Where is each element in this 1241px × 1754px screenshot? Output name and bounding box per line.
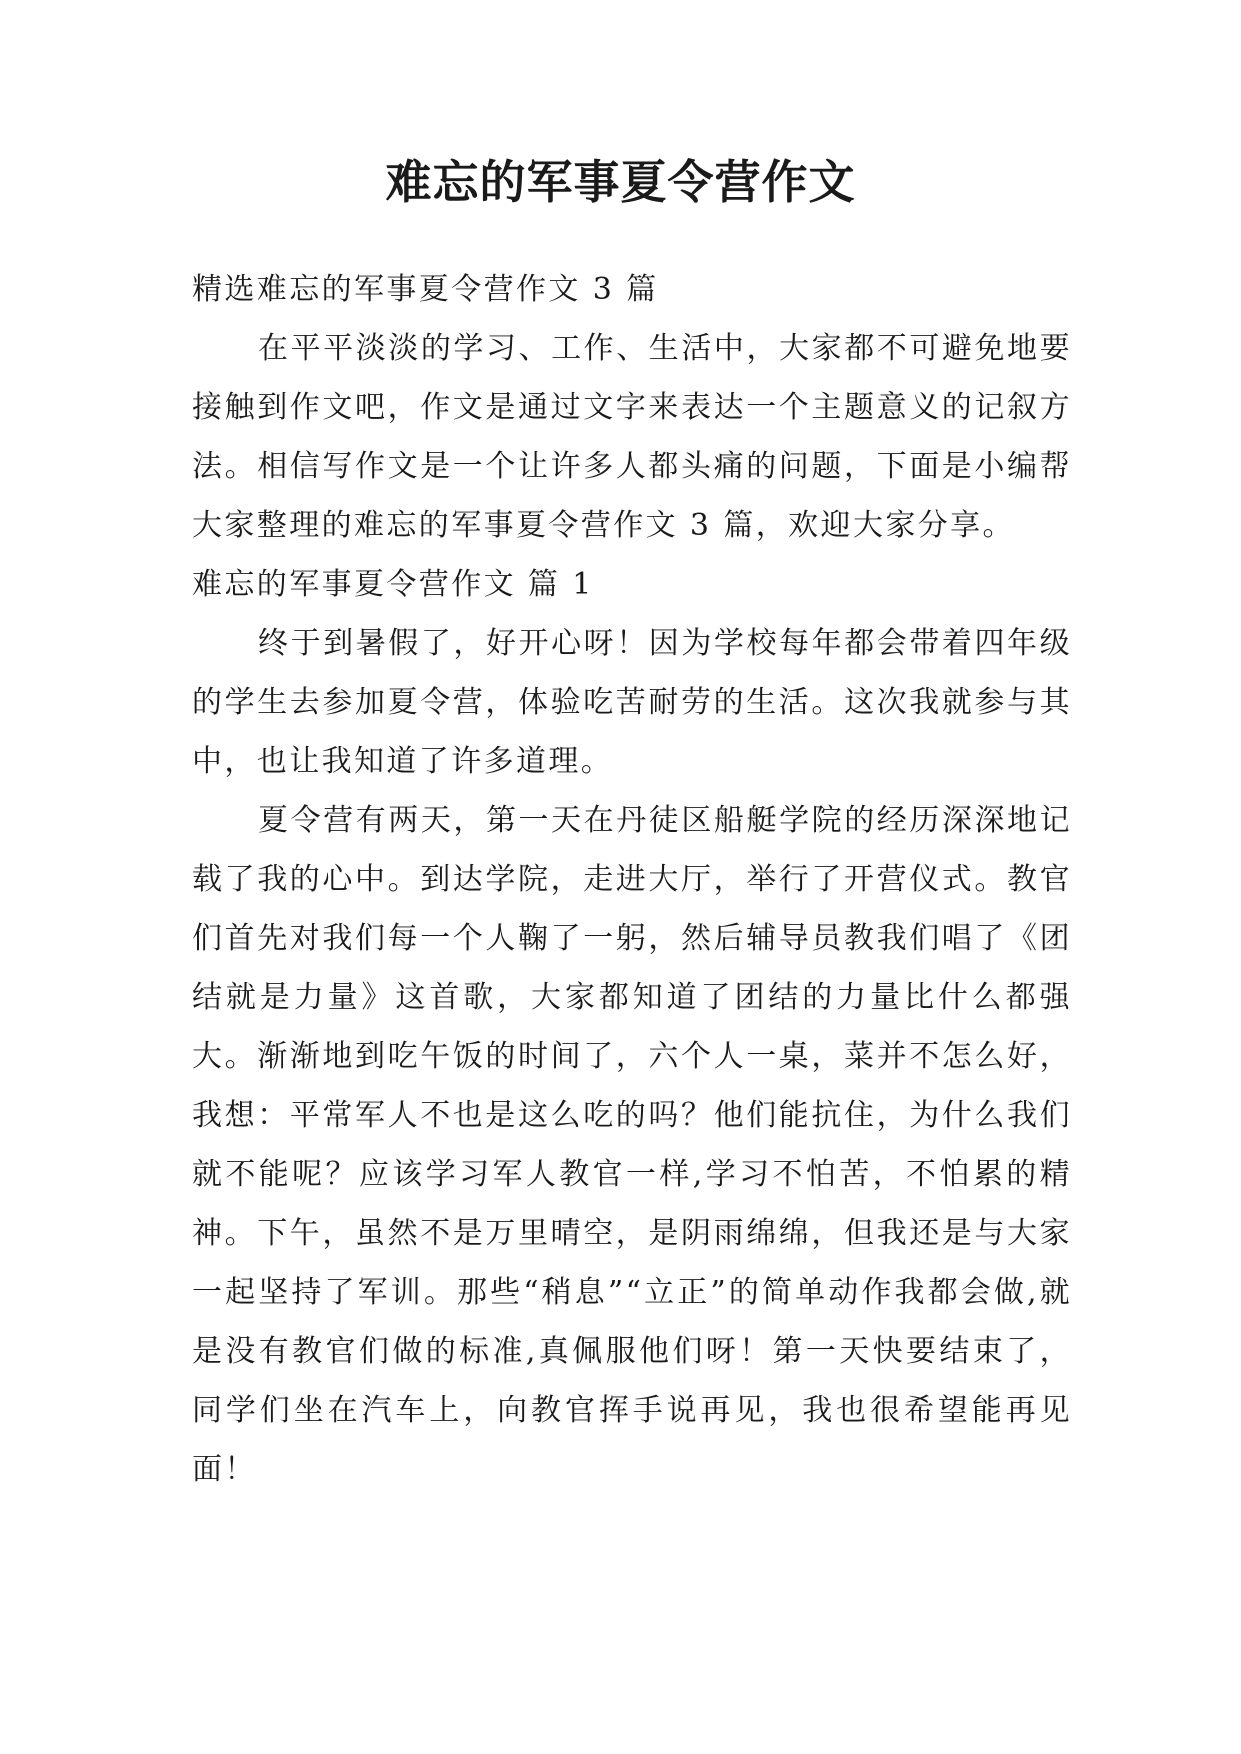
- body-paragraph: 夏令营有两天，第一天在丹徒区船艇学院的经历深深地记载了我的心中。到达学院，走进大厅，举行了开营仪式。教官们首先对我们每一个人鞠了一躬，然后辅导员教我们唱了《团结就是力量》这首歌，大家都知道了团结的力量比什么都强大。渐渐地到吃午饭的时间了，六个人一桌，菜并不怎么好，我想：平常军人不也是这么吃的吗？他们能抗住，为什么我们就不能呢？应该学习军人教官一样,学习不怕苦，不怕累的精神。下午，虽然不是万里晴空，是阴雨绵绵，但我还是与大家一起坚持了军训。那些“稍息”“立正”的简单动作我都会做,就是没有教官们做的标准,真佩服他们呀！第一天快要结束了，同学们坐在汽车上，向教官挥手说再见，我也很希望能再见面！: [192, 803, 1072, 1487]
- collection-subtitle: 精选难忘的军事夏令营作文 3 篇: [192, 272, 659, 307]
- document-body: [192, 260, 1072, 1499]
- document-title: 难忘的军事夏令营作文: [385, 155, 856, 209]
- body-paragraph: 终于到暑假了，好开心呀！因为学校每年都会带着四年级的学生去参加夏令营，体验吃苦耐劳的生活。这次我就参与其中，也让我知道了许多道理。: [192, 626, 1072, 779]
- intro-paragraph: 在平平淡淡的学习、工作、生活中，大家都不可避免地要接触到作文吧，作文是通过文字来表达一个主题意义的记叙方法。相信写作文是一个让许多人都头痛的问题，下面是小编帮大家整理的难忘的军事夏令营作文 3 篇，欢迎大家分享。: [192, 331, 1072, 543]
- section-heading: 难忘的军事夏令营作文 篇 1: [192, 567, 594, 602]
